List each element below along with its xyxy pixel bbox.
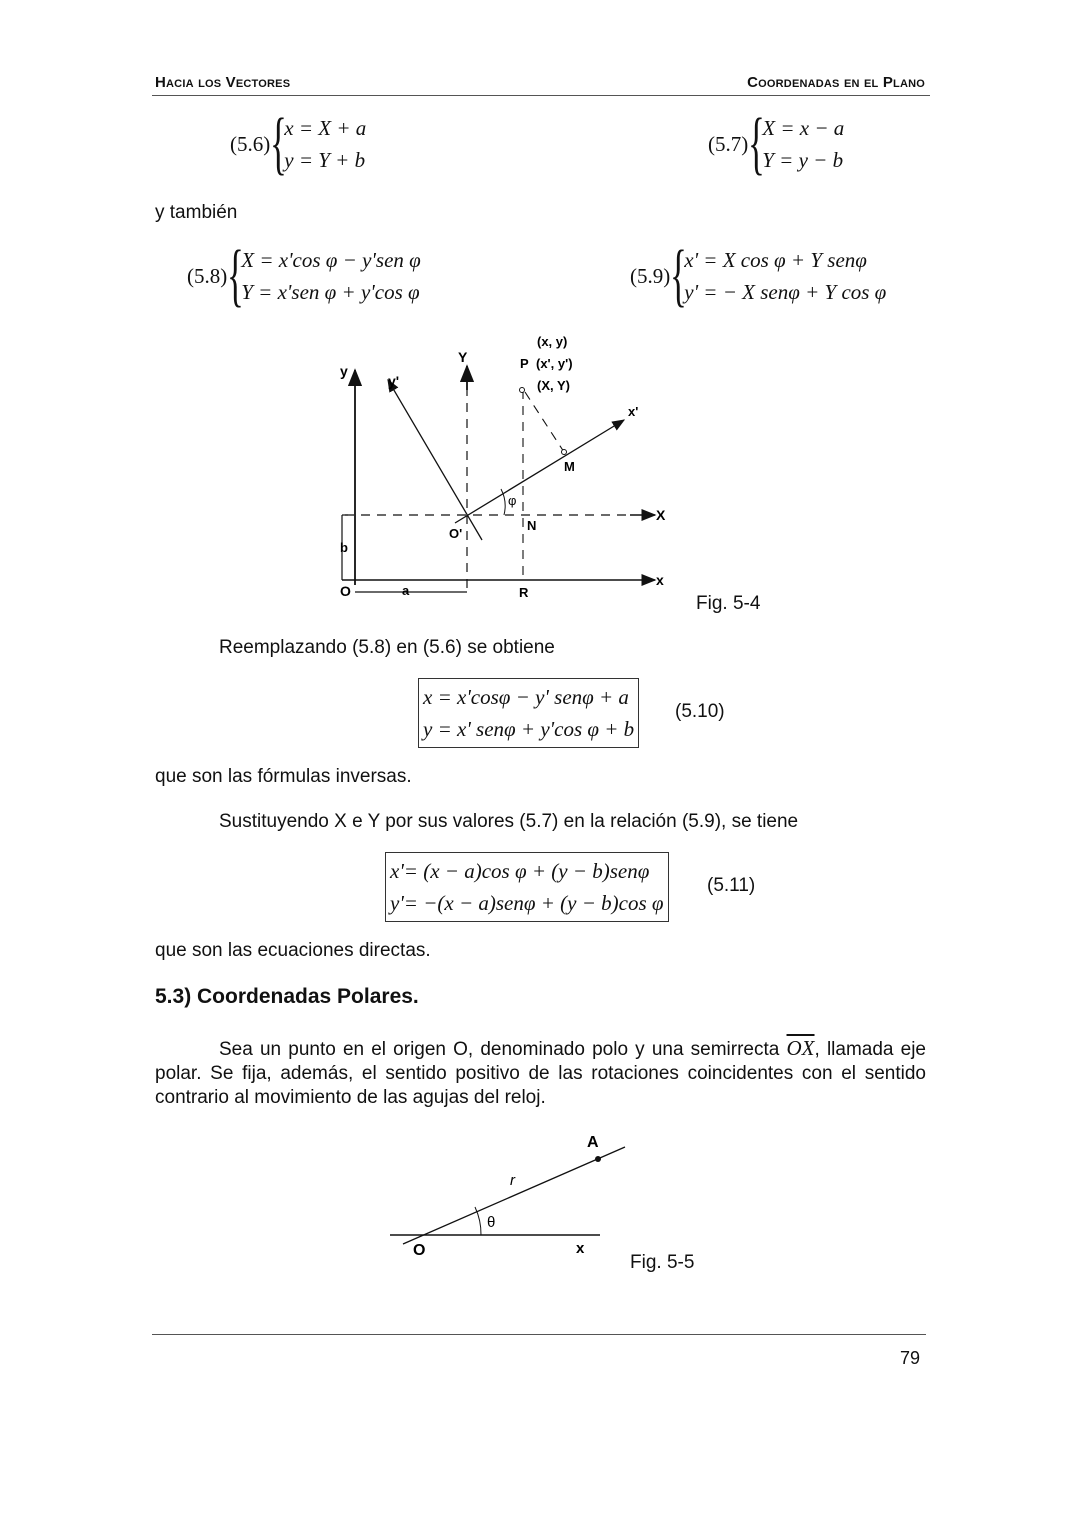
brace: { xyxy=(670,237,688,314)
label-O-prime: O' xyxy=(449,526,463,541)
equation-5-10-box xyxy=(418,678,639,748)
footer-rule xyxy=(152,1334,926,1335)
ray-r xyxy=(403,1147,625,1244)
label-A: A xyxy=(587,1134,599,1151)
label-X: X xyxy=(656,507,666,523)
equation-line: X = x − a xyxy=(762,116,845,140)
equation-line: X = x'cos φ − y'sen φ xyxy=(241,248,421,272)
running-header-right xyxy=(747,74,925,91)
label-xpyp: (x', y') xyxy=(536,356,573,371)
label-theta: θ xyxy=(487,1214,496,1231)
x-prime-axis xyxy=(455,420,624,523)
y-prime-axis xyxy=(388,380,482,540)
brace: { xyxy=(748,105,766,182)
label-M: M xyxy=(564,459,575,474)
header-rule xyxy=(152,95,930,96)
figure-5-4-caption: Fig. 5-4 xyxy=(696,593,761,614)
paragraph-ecuaciones-directas: que son las ecuaciones directas. xyxy=(155,940,431,961)
equation-line: y'= −(x − a)senφ + (y − b)cos φ xyxy=(390,891,664,915)
figure-5-5 xyxy=(385,1125,645,1265)
page-number: 79 xyxy=(900,1348,921,1368)
equation-number: (5.7) xyxy=(708,131,749,156)
polar-text-a: Sea un punto en el origen O, denominado polo y una semirrecta xyxy=(219,1039,780,1060)
equation-5-11-number: (5.11) xyxy=(707,875,756,896)
point-A xyxy=(595,1156,601,1162)
label-P: P xyxy=(520,356,529,371)
equation-line: Y = y − b xyxy=(762,148,844,172)
label-a: a xyxy=(402,583,410,598)
P-to-M-dashed xyxy=(525,392,564,452)
header-right-text: Coordenadas en el Plano xyxy=(747,74,925,91)
label-b: b xyxy=(340,540,348,555)
equation-5-6 xyxy=(230,105,367,182)
label-N: N xyxy=(527,518,537,533)
equation-line: Y = x'sen φ + y'cos φ xyxy=(241,280,420,304)
label-O: O xyxy=(413,1242,426,1259)
label-x: x xyxy=(656,572,664,588)
point-P xyxy=(520,388,525,393)
equation-line: x = x'cosφ − y' senφ + a xyxy=(423,685,629,709)
label-O: O xyxy=(340,583,351,599)
equation-5-9 xyxy=(630,237,887,314)
figure-5-5-caption: Fig. 5-5 xyxy=(630,1252,695,1273)
polar-text-b: , llamada eje polar. Se fija, además, el sentido positivo de las rotaciones coincidentes con el sentido contrario al movimiento de las agujas del reloj. xyxy=(155,1039,926,1108)
label-y: y xyxy=(340,363,348,379)
equation-5-7 xyxy=(708,105,845,182)
paragraph-polar xyxy=(155,1036,926,1110)
equation-5-10-number: (5.10) xyxy=(675,701,725,722)
label-x: x xyxy=(576,1240,585,1257)
brace: { xyxy=(227,237,245,314)
overline-OX: $\overline{OX}$ xyxy=(786,1036,815,1060)
label-x-prime: x' xyxy=(628,404,639,419)
equation-number: (5.8) xyxy=(187,263,228,288)
label-R: R xyxy=(519,585,529,600)
equation-line: y' = − X senφ + Y cos φ xyxy=(684,280,887,304)
figure-5-4 xyxy=(330,330,680,610)
equation-line: y = Y + b xyxy=(284,148,366,172)
running-header-left xyxy=(155,74,290,91)
equation-number: (5.6) xyxy=(230,131,271,156)
point-M xyxy=(562,450,567,455)
equation-line: x'= (x − a)cos φ + (y − b)senφ xyxy=(390,859,650,883)
equation-number: (5.9) xyxy=(630,263,671,288)
label-Y: Y xyxy=(458,349,468,365)
paragraph-sustituyendo: Sustituyendo X e Y por sus valores (5.7) en la relación (5.9), se tiene xyxy=(219,811,799,832)
equation-5-11-box xyxy=(385,852,669,922)
section-title: 5.3) Coordenadas Polares. xyxy=(155,985,419,1008)
header-left-text: Hacia los Vectores xyxy=(155,74,291,91)
label-phi: φ xyxy=(508,493,517,508)
label-xy: (x, y) xyxy=(537,334,568,349)
label-XY: (X, Y) xyxy=(537,378,570,393)
equation-5-8 xyxy=(187,237,421,314)
brace: { xyxy=(270,105,288,182)
label-y-prime: y' xyxy=(388,373,400,389)
equation-line: y = x' senφ + y'cos φ + b xyxy=(423,717,635,741)
equation-line: x' = X cos φ + Y senφ xyxy=(684,248,867,272)
label-r: r xyxy=(510,1172,515,1189)
paragraph-formulas-inversas: que son las fórmulas inversas. xyxy=(155,766,412,787)
paragraph-reemplazando: Reemplazando (5.8) en (5.6) se obtiene xyxy=(219,637,555,658)
equation-line: x = X + a xyxy=(284,116,367,140)
paragraph-y-tambien: y también xyxy=(155,202,238,223)
